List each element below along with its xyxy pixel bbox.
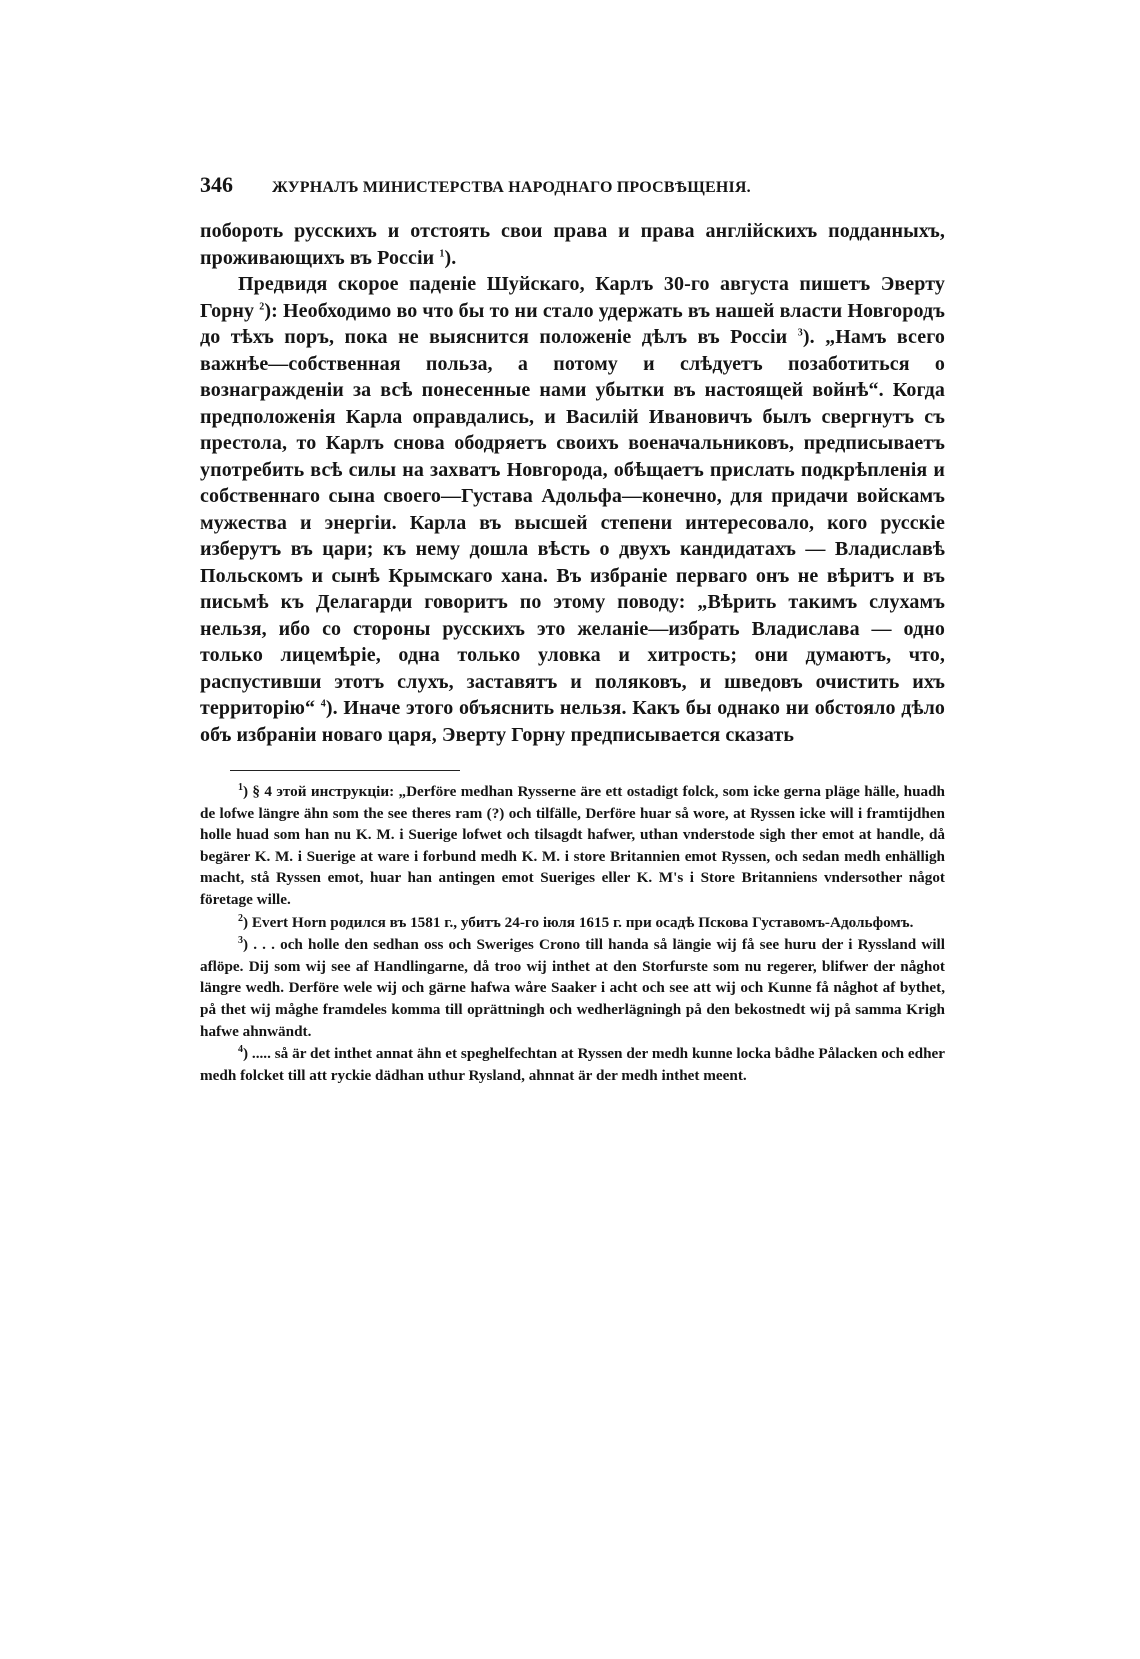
footnote-2-mark: 2 xyxy=(238,912,243,924)
paragraph-1-text: побороть русскихъ и отстоять свои права и права англійскихъ подданныхъ, проживающихъ въ Россіи xyxy=(200,220,945,269)
footnote-ref-3: 3 xyxy=(797,327,803,339)
footnote-4-mark: 4 xyxy=(238,1044,243,1056)
footnote-3-text: ) . . . och holle den sedhan oss och Sweriges Crono till handa så längie wij få see huru der i Ryssland will aflöpe. Dij som wij see af Handlingarne, då troo wij inthet at den Storfurste som nu regerer, blifwer der någhot längre wedh. Derföre wele wij och gärne hafwa wåre Saaker i acht och see att wij och Kunne få någhot af bythet, på thet wij måghe framdeles komma till oprättningh och wedherlägningh på den bekostnedt wij på samma Krigh hafwe ahnwändt. xyxy=(200,936,945,1040)
footnote-4-text: ) ..... så är det inthet annat ähn et speghelfechtan at Ryssen der medh kunne locka bådhe Pålacken och edher medh folcket till att ryckie dädhan uthur Rysland, ahnnat är der medh inthet meent. xyxy=(200,1045,945,1084)
footnotes xyxy=(200,781,945,1086)
paragraph-2-text-c: ). „Намъ всего важнѣе—собственная польза, а потому и слѣдуетъ позаботиться о вознагражденіи за всѣ понесенные нами убытки въ настоящей войнѣ“. Когда предположенія Карла оправдались, и Василій Ивановичъ былъ свергнутъ съ престола, то Карлъ снова ободряетъ своихъ военачальниковъ, предписываетъ употребить всѣ силы на захватъ Новгорода, обѣщаетъ прислать подкрѣпленія и собственнаго сына своего—Густава Адольфа—конечно, для придачи войскамъ мужества и энергіи. Карла въ высшей степени интересовало, кого русскіе изберутъ въ цари; къ нему дошла вѣсть о двухъ кандидатахъ — Владиславѣ Польскомъ и сынѣ Крымскаго хана. Въ избраніе перваго онъ не вѣритъ и въ письмѣ къ Делагарди говоритъ по этому поводу: „Вѣрить такимъ слухамъ нельзя, ибо со стороны русскихъ это желаніе—избрать Владислава — одно только лицемѣріе, одна только уловка и хитрость; они думаютъ, что, распустивши этотъ слухъ, заставятъ и поляковъ, и шведовъ очистить ихъ территорію“ xyxy=(200,326,945,719)
footnote-3-mark: 3 xyxy=(238,935,243,947)
footnote-1 xyxy=(200,781,945,911)
footnote-2 xyxy=(200,912,945,934)
running-head xyxy=(200,172,945,198)
main-text xyxy=(200,218,945,748)
footnote-4 xyxy=(200,1043,945,1086)
footnote-1-mark: 1 xyxy=(238,781,243,793)
paragraph-2-text-d: ). Иначе этого объяснить нельзя. Какъ бы однако ни обстояло дѣло объ избраніи новаго царя, Эверту Горну предписывается сказать xyxy=(200,697,945,746)
footnote-2-text: ) Evert Horn родился въ 1581 г., убитъ 24-го іюля 1615 г. при осадѣ Пскова Густавомъ-Адольфомъ. xyxy=(243,913,914,931)
paragraph-2-text-a: Предвидя скорое паденіе Шуйскаго, Карлъ 30-го августа пишетъ Эверту Горну xyxy=(200,273,945,322)
footnote-ref-4: 4 xyxy=(320,698,326,710)
journal-title: ЖУРНАЛЪ МИНИСТЕРСТВА НАРОДНАГО ПРОСВѢЩЕНІЯ. xyxy=(272,179,751,196)
book-page xyxy=(200,172,945,1086)
footnote-1-text: ) § 4 этой инструкціи: „Derföre medhan Rysserne äre ett ostadigt folck, som icke gerna pläge hälle, huadh de lofwe längre ähn som the see theres ram (?) och tilfälle, Derföre huar så wore, at Ryssen icke will i framtijdhen holle huad som han nu K. M. i Suerige lofwet och tilsagdt hafwer, uthan vnderstode sigh ther emot at handle, då begärer K. M. i Suerige at ware i forbund medh K. M. i store Britannien emot Ryssen, och sedan medh enhälligh macht, stå Ryssen emot, huar han antingen emot Sueriges eller K. M's i Store Britanniens vndersother något företage wille. xyxy=(200,783,945,908)
paragraph-2-text-b: ): Необходимо во что бы то ни стало удержать въ нашей власти Новгородъ до тѣхъ поръ, пока не выяснится положеніе дѣлъ въ Россіи xyxy=(200,299,945,348)
paragraph-1 xyxy=(200,218,945,271)
paragraph-2 xyxy=(200,271,945,748)
footnote-divider xyxy=(230,770,460,771)
footnote-ref-2: 2 xyxy=(259,300,265,312)
page-number: 346 xyxy=(200,172,233,197)
footnote-ref-1: 1 xyxy=(439,247,445,259)
footnote-3 xyxy=(200,934,945,1042)
paragraph-1-end: ). xyxy=(444,246,457,269)
